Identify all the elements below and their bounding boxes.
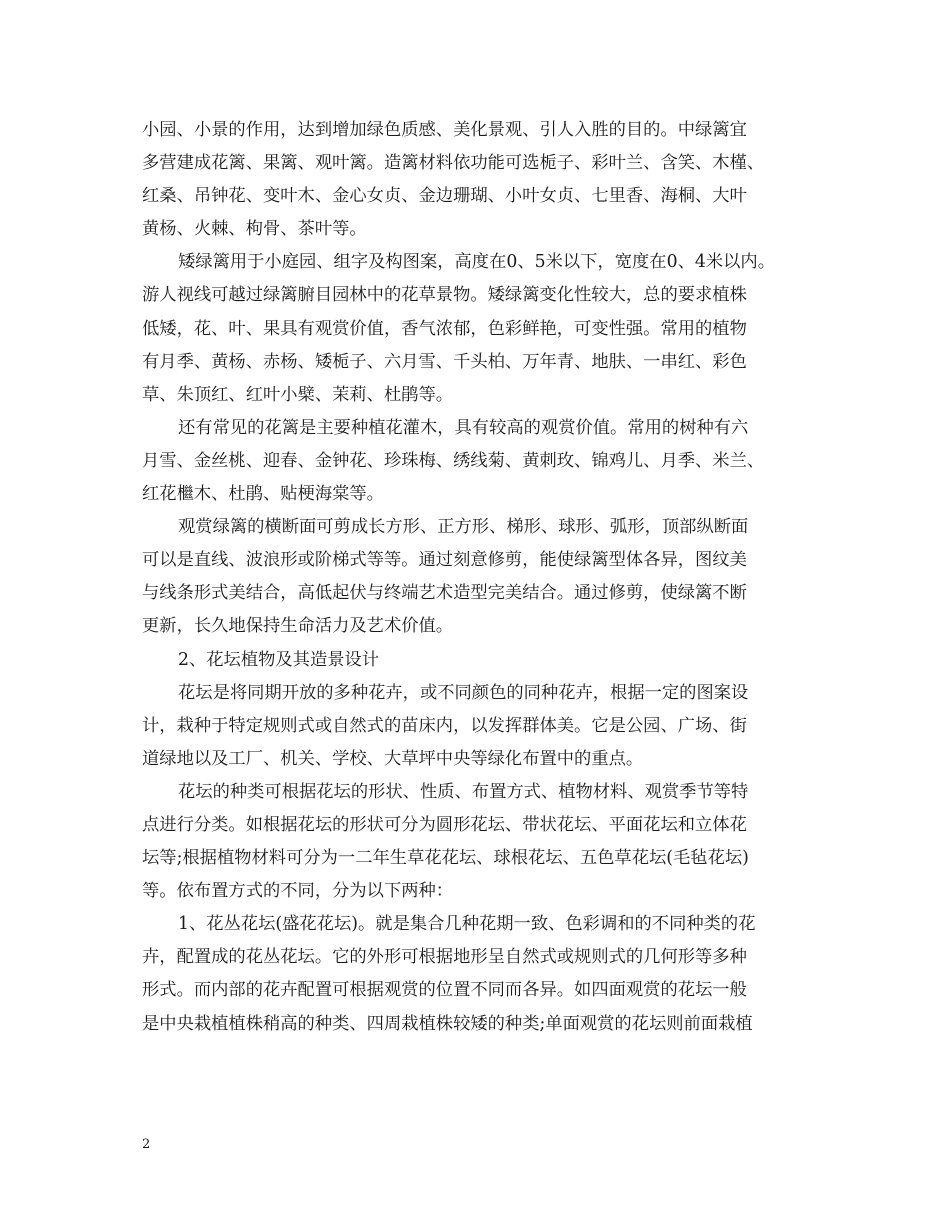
text-line: 矮绿篱用于小庭园、组字及构图案，高度在0、5米以下，宽度在0、4米以内。 [178, 252, 775, 273]
text-line: 与线条形式美结合，高低起伏与终端艺术造型完美结合。通过修剪，使绿篱不断 [142, 583, 747, 604]
text-line: 是中央栽植植株稍高的种类、四周栽植株较矮的种类;单面观赏的花坛则前面栽植 [142, 1013, 753, 1034]
text-line: 道绿地以及工厂、机关、学校、大草坪中央等绿化布置中的重点。 [142, 748, 644, 769]
text-line: 可以是直线、波浪形或阶梯式等等。通过刻意修剪，能使绿篱型体各异，图纹美 [142, 550, 747, 571]
text-line: 红桑、吊钟花、变叶木、金心女贞、金边珊瑚、小叶女贞、七里香、海桐、大叶 [142, 186, 747, 207]
text-line: 坛等;根据植物材料可分为一二年生草花花坛、球根花坛、五色草花坛(毛毡花坛) [142, 848, 749, 869]
text-line: 低矮，花、叶、果具有观赏价值，香气浓郁，色彩鲜艳，可变性强。常用的植物 [142, 318, 747, 339]
text-line: 还有常见的花篱是主要种植花灌木，具有较高的观赏价值。常用的树种有六 [178, 417, 749, 438]
text-line: 多营建成花篱、果篱、观叶篱。造篱材料依功能可选栀子、彩叶兰、含笑、木槿、 [142, 153, 765, 174]
text-line: 2、花坛植物及其造景设计 [178, 649, 380, 670]
text-line: 红花檵木、杜鹃、贴梗海棠等。 [142, 484, 384, 505]
text-line: 黄杨、火棘、枸骨、茶叶等。 [142, 219, 367, 240]
text-line: 计，栽种于特定规则式或自然式的苗床内，以发挥群体美。它是公园、广场、街 [142, 715, 747, 736]
text-line: 点进行分类。如根据花坛的形状可分为圆形花坛、带状花坛、平面花坛和立体花 [142, 814, 747, 835]
document-body [142, 114, 814, 1041]
text-line: 花坛是将同期开放的多种花卉，或不同颜色的同种花卉，根据一定的图案设 [178, 682, 749, 703]
page-number: 2 [142, 1137, 151, 1152]
text-line: 形式。而内部的花卉配置可根据观赏的位置不同而各异。如四面观赏的花坛一般 [142, 980, 747, 1001]
text-line: 更新，长久地保持生命活力及艺术价值。 [142, 616, 454, 637]
text-line: 卉，配置成的花丛花坛。它的外形可根据地形呈自然式或规则式的几何形等多种 [142, 947, 747, 968]
text-line: 等。依布置方式的不同，分为以下两种： [142, 881, 454, 902]
text-line: 花坛的种类可根据花坛的形状、性质、布置方式、植物材料、观赏季节等特 [178, 781, 749, 802]
text-line: 1、花丛花坛(盛花花坛)。就是集合几种花期一致、色彩调和的不同种类的花 [178, 914, 756, 935]
text-line: 草、朱顶红、红叶小檗、茉莉、杜鹃等。 [142, 384, 454, 405]
text-line: 有月季、黄杨、赤杨、矮栀子、六月雪、千头柏、万年青、地肤、一串红、彩色 [142, 351, 747, 372]
text-line: 游人视线可越过绿篱腑目园林中的花草景物。矮绿篱变化性较大，总的要求植株 [142, 285, 747, 306]
text-line: 月雪、金丝桃、迎春、金钟花、珍珠梅、绣线菊、黄刺玫、锦鸡儿、月季、米兰、 [142, 450, 765, 471]
text-line: 小园、小景的作用，达到增加绿色质感、美化景观、引人入胜的目的。中绿篱宜 [142, 120, 747, 140]
text-line: 观赏绿篱的横断面可剪成长方形、正方形、梯形、球形、弧形，顶部纵断面 [178, 517, 749, 538]
